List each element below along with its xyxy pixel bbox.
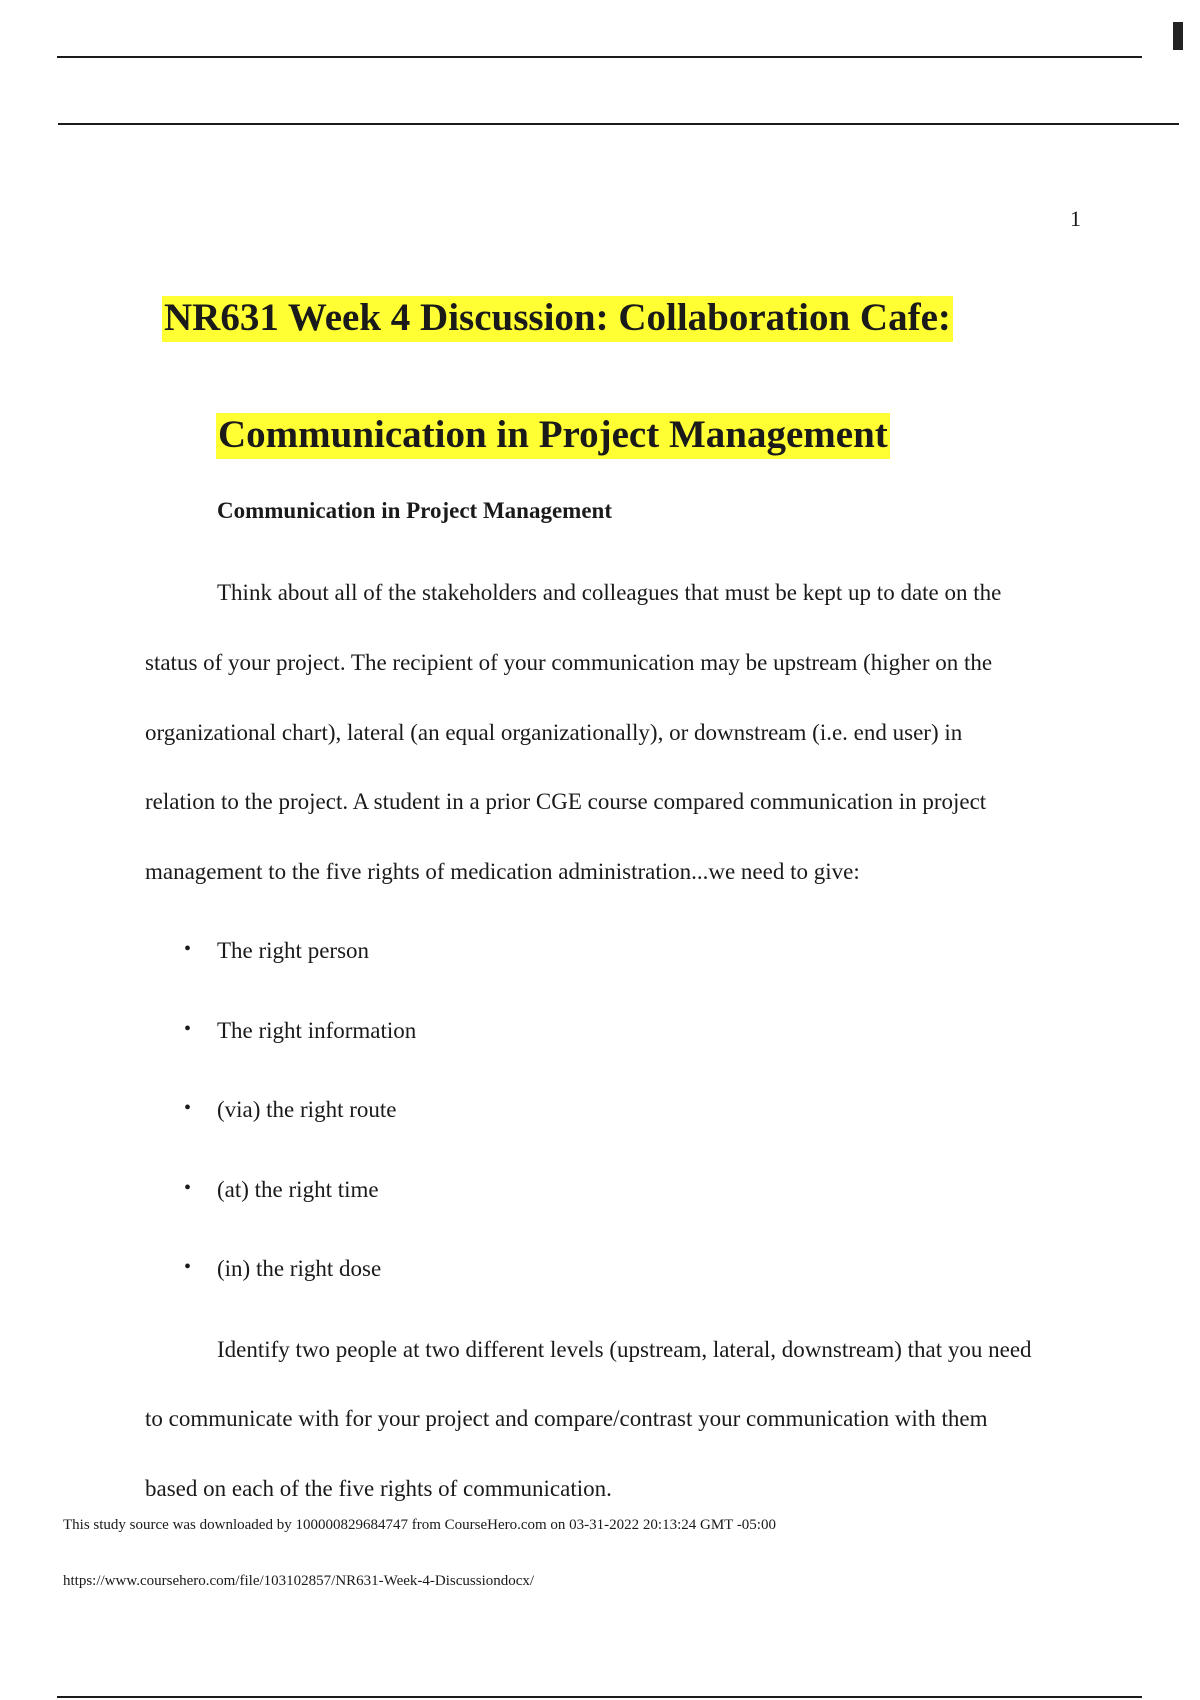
bullet-icon: •: [184, 1097, 192, 1119]
bullet-icon: •: [184, 1256, 192, 1278]
paragraph-1-line-3: organizational chart), lateral (an equal organizationally), or downstream (i.e. end user) in: [145, 720, 963, 745]
document-title-line-1: [162, 294, 953, 342]
bullet-icon: •: [184, 938, 192, 960]
section-heading: Communication in Project Management: [217, 498, 612, 523]
header-rule-second: [58, 123, 1179, 125]
bullet-icon: •: [184, 1018, 192, 1040]
highlighted-title-text-1: NR631 Week 4 Discussion: Collaboration Cafe:: [162, 296, 953, 342]
list-item: [184, 1018, 417, 1044]
list-item: [184, 1097, 397, 1123]
list-item-text: The right person: [217, 938, 370, 963]
paragraph-1-line-4: relation to the project. A student in a prior CGE course compared communication in project: [145, 789, 987, 814]
paragraph-1-line-1: Think about all of the stakeholders and colleagues that must be kept up to date on the: [217, 580, 1002, 605]
download-source-note: This study source was downloaded by 100000829684747 from CourseHero.com on 03-31-2022 20:13:24 GMT -05:00: [63, 1517, 776, 1533]
footer-rule: [57, 1696, 1142, 1698]
document-title-line-2: [216, 411, 890, 459]
list-item-text: (via) the right route: [217, 1097, 397, 1122]
paragraph-1-line-2: status of your project. The recipient of your communication may be upstream (higher on the: [145, 650, 993, 675]
list-item: [184, 1177, 379, 1203]
header-rule-top: [57, 56, 1142, 58]
list-item-text: (in) the right dose: [217, 1256, 382, 1281]
page-number: 1: [1070, 206, 1081, 231]
list-item: [184, 1256, 382, 1282]
bullet-icon: •: [184, 1177, 192, 1199]
paragraph-1-line-5: management to the five rights of medication administration...we need to give:: [145, 859, 860, 884]
paragraph-2-line-1: Identify two people at two different levels (upstream, lateral, downstream) that you need: [217, 1337, 1032, 1362]
source-url: https://www.coursehero.com/file/103102857/NR631-Week-4-Discussiondocx/: [63, 1573, 535, 1589]
page-corner-mark: [1173, 22, 1183, 50]
highlighted-title-text-2: Communication in Project Management: [216, 413, 890, 459]
list-item-text: (at) the right time: [217, 1177, 379, 1202]
list-item: [184, 938, 370, 964]
paragraph-2-line-3: based on each of the five rights of communication.: [145, 1476, 612, 1501]
paragraph-2-line-2: to communicate with for your project and compare/contrast your communication with them: [145, 1406, 988, 1431]
list-item-text: The right information: [217, 1018, 417, 1043]
